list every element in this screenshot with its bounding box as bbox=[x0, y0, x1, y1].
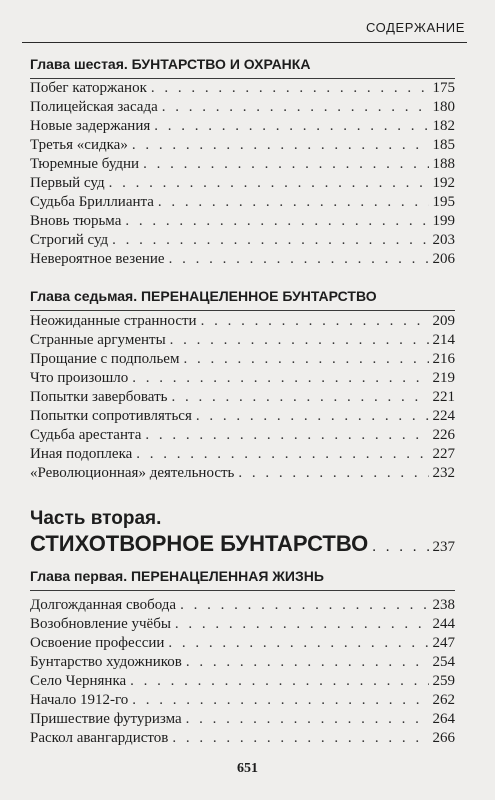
entry-page: 175 bbox=[432, 80, 455, 96]
entry-page: 209 bbox=[432, 313, 455, 329]
leader-dots bbox=[180, 596, 428, 615]
entry-title: Освоение профессии bbox=[30, 635, 165, 651]
leader-dots bbox=[183, 350, 428, 369]
entry-title: Прощание с подпольем bbox=[30, 351, 180, 367]
toc-entry bbox=[30, 464, 455, 483]
chapter6-entries bbox=[30, 79, 455, 269]
entry-title: Новые задержания bbox=[30, 118, 151, 134]
entry-title: Странные аргументы bbox=[30, 332, 166, 348]
toc-entry bbox=[30, 426, 455, 445]
entry-title: Начало 1912-го bbox=[30, 692, 129, 708]
entry-page: 214 bbox=[432, 332, 455, 348]
leader-dots bbox=[154, 117, 428, 136]
leader-dots bbox=[372, 533, 428, 561]
leader-dots bbox=[196, 407, 429, 426]
entry-page: 180 bbox=[432, 99, 455, 115]
leader-dots bbox=[132, 691, 428, 710]
part-page: 237 bbox=[432, 539, 455, 555]
toc-entry bbox=[30, 729, 455, 748]
entry-title: Невероятное везение bbox=[30, 251, 165, 267]
entry-title: Неожиданные странности bbox=[30, 313, 197, 329]
leader-dots bbox=[171, 388, 428, 407]
part2-chapter1-entries bbox=[30, 596, 455, 748]
leader-dots bbox=[162, 98, 429, 117]
entry-page: 238 bbox=[432, 597, 455, 613]
entry-page: 206 bbox=[432, 251, 455, 267]
toc-entry bbox=[30, 312, 455, 331]
chapter-rule bbox=[30, 590, 455, 591]
toc-entry bbox=[30, 350, 455, 369]
toc-entry bbox=[30, 388, 455, 407]
toc-entry bbox=[30, 79, 455, 98]
leader-dots bbox=[175, 615, 429, 634]
chapter7-entries bbox=[30, 312, 455, 483]
toc-entry bbox=[30, 193, 455, 212]
toc-entry bbox=[30, 174, 455, 193]
leader-dots bbox=[132, 136, 429, 155]
entry-page: 259 bbox=[432, 673, 455, 689]
toc-entry bbox=[30, 407, 455, 426]
page-number: 651 bbox=[237, 761, 258, 776]
entry-page: 244 bbox=[432, 616, 455, 632]
entry-page: 226 bbox=[432, 427, 455, 443]
leader-dots bbox=[169, 250, 429, 269]
entry-title: Раскол авангардистов bbox=[30, 730, 169, 746]
entry-page: 182 bbox=[432, 118, 455, 134]
entry-page: 232 bbox=[432, 465, 455, 481]
leader-dots bbox=[136, 445, 428, 464]
entry-title: Попытки завербовать bbox=[30, 389, 168, 405]
leader-dots bbox=[130, 672, 428, 691]
part-title: СТИХОТВОРНОЕ БУНТАРСТВО bbox=[30, 531, 369, 556]
toc-entry bbox=[30, 98, 455, 117]
entry-title: Долгожданная свобода bbox=[30, 597, 177, 613]
toc-entry bbox=[30, 710, 455, 729]
toc-entry bbox=[30, 117, 455, 136]
leader-dots bbox=[170, 331, 429, 350]
toc-entry bbox=[30, 615, 455, 634]
entry-title: Судьба арестанта bbox=[30, 427, 142, 443]
toc-entry bbox=[30, 596, 455, 615]
entry-page: 192 bbox=[432, 175, 455, 191]
leader-dots bbox=[125, 212, 428, 231]
toc-entry bbox=[30, 231, 455, 250]
entry-page: 188 bbox=[432, 156, 455, 172]
leader-dots bbox=[172, 729, 428, 748]
leader-dots bbox=[109, 174, 429, 193]
entry-title: Пришествие футуризма bbox=[30, 711, 182, 727]
entry-title: Третья «сидка» bbox=[30, 137, 128, 153]
entry-title: «Революционная» деятельность bbox=[30, 465, 235, 481]
entry-title: Тюремные будни bbox=[30, 156, 140, 172]
leader-dots bbox=[132, 369, 428, 388]
leader-dots bbox=[201, 312, 429, 331]
entry-page: 216 bbox=[432, 351, 455, 367]
chapter-heading: Глава седьмая. ПЕРЕНАЦЕЛЕННОЕ БУНТАРСТВО bbox=[30, 288, 377, 304]
entry-title: Судьба Бриллианта bbox=[30, 194, 154, 210]
leader-dots bbox=[112, 231, 428, 250]
chapter-rule bbox=[30, 310, 455, 311]
entry-title: Возобновление учёбы bbox=[30, 616, 171, 632]
running-header: СОДЕРЖАНИЕ bbox=[365, 20, 465, 35]
toc-entry bbox=[30, 445, 455, 464]
toc-entry bbox=[30, 672, 455, 691]
entry-title: Попытки сопротивляться bbox=[30, 408, 192, 424]
entry-title: Село Чернянка bbox=[30, 673, 127, 689]
chapter-heading: Глава первая. ПЕРЕНАЦЕЛЕННАЯ ЖИЗНЬ bbox=[30, 568, 324, 584]
entry-page: 254 bbox=[432, 654, 455, 670]
entry-page: 262 bbox=[432, 692, 455, 708]
entry-title: Побег каторжанок bbox=[30, 80, 147, 96]
entry-page: 227 bbox=[432, 446, 455, 462]
entry-page: 195 bbox=[432, 194, 455, 210]
leader-dots bbox=[151, 79, 429, 98]
entry-title: Полицейская засада bbox=[30, 99, 158, 115]
entry-page: 203 bbox=[432, 232, 455, 248]
entry-title: Что произошло bbox=[30, 370, 129, 386]
leader-dots bbox=[158, 193, 429, 212]
leader-dots bbox=[238, 464, 428, 483]
entry-page: 266 bbox=[432, 730, 455, 746]
entry-page: 219 bbox=[432, 370, 455, 386]
leader-dots bbox=[145, 426, 428, 445]
toc-entry bbox=[30, 155, 455, 174]
leader-dots bbox=[168, 634, 428, 653]
entry-page: 185 bbox=[432, 137, 455, 153]
toc-entry bbox=[30, 634, 455, 653]
entry-page: 264 bbox=[432, 711, 455, 727]
toc-entry bbox=[30, 653, 455, 672]
part-title-line bbox=[30, 530, 455, 561]
chapter-heading: Глава шестая. БУНТАРСТВО И ОХРАНКА bbox=[30, 56, 311, 72]
entry-page: 221 bbox=[432, 389, 455, 405]
leader-dots bbox=[186, 653, 429, 672]
part-heading bbox=[30, 508, 455, 561]
entry-title: Строгий суд bbox=[30, 232, 109, 248]
leader-dots bbox=[143, 155, 428, 174]
entry-title: Вновь тюрьма bbox=[30, 213, 122, 229]
part-label: Часть вторая. bbox=[30, 508, 162, 529]
toc-entry bbox=[30, 331, 455, 350]
header-rule bbox=[22, 42, 467, 43]
entry-title: Первый суд bbox=[30, 175, 105, 191]
entry-title: Иная подоплека bbox=[30, 446, 133, 462]
leader-dots bbox=[186, 710, 429, 729]
entry-page: 224 bbox=[432, 408, 455, 424]
entry-page: 247 bbox=[432, 635, 455, 651]
toc-entry bbox=[30, 369, 455, 388]
entry-page: 199 bbox=[432, 213, 455, 229]
toc-entry bbox=[30, 212, 455, 231]
toc-entry bbox=[30, 136, 455, 155]
entry-title: Бунтарство художников bbox=[30, 654, 182, 670]
toc-entry bbox=[30, 691, 455, 710]
toc-entry bbox=[30, 250, 455, 269]
